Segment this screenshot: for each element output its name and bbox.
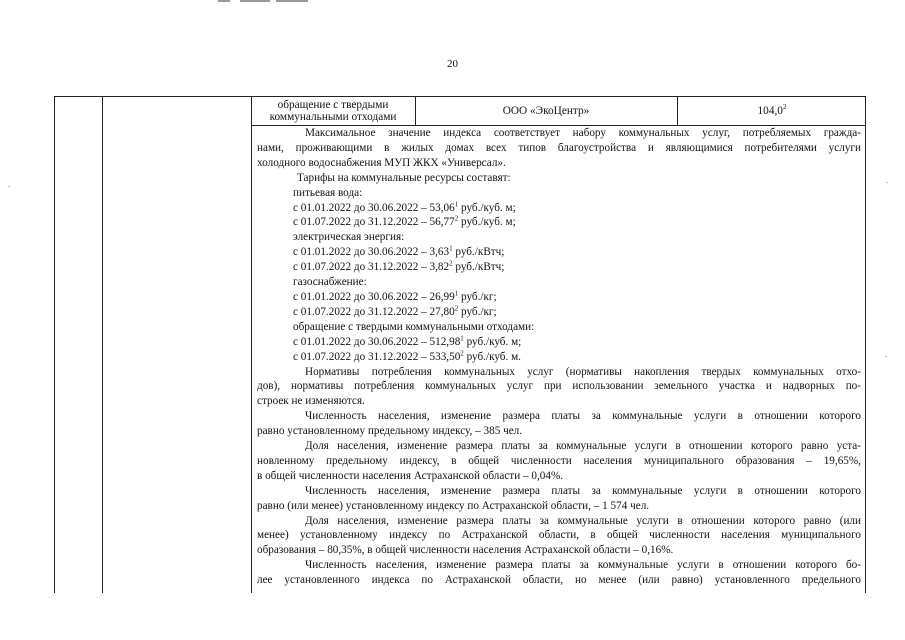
text-line: строек не изменяются. (257, 395, 365, 408)
tariffs-heading: Тарифы на коммунальные ресурсы составят: (297, 171, 511, 184)
text-line: Доля населения, изменение размера платы за коммунальные услуги в отношении которого равно (или (305, 514, 861, 527)
text-line: лее установленного индекса по Астраханской области, но менее (или равно) установленного предельного (257, 574, 861, 587)
scan-speck (885, 356, 887, 357)
tariff-line: с 01.07.2022 до 31.12.2022 – 3,82$^2$ руб./кВтч; (293, 259, 505, 274)
tariff-group-name: электрическая энергия: (293, 231, 405, 244)
provider-name: ООО «ЭкоЦентр» (502, 105, 590, 117)
text-line: Численность населения, изменение размера платы за коммунальные услуги в отношении которого бо- (305, 559, 861, 572)
column-divider (251, 97, 252, 593)
text-line: Численность населения, изменение размера платы за коммунальные услуги в отношении которого (305, 484, 861, 497)
text-line: дов), нормативы потребления коммунальных услуг при использовании земельного участка и надворных по- (257, 380, 861, 393)
column-divider (102, 97, 103, 593)
text-line: Доля населения, изменение размера платы за коммунальные услуги в отношении которого равно уста- (305, 440, 861, 453)
tariff-line: с 01.01.2022 до 30.06.2022 – 3,63$^1$ руб./кВтч; (293, 244, 505, 259)
tariff-line: с 01.07.2022 до 31.12.2022 – 533,50$^2$ руб./куб. м. (293, 348, 521, 363)
index-cell (678, 97, 866, 125)
text-line: новленному предельному индексу, в общей численности населения муниципального образования – 19,65%, (257, 454, 861, 467)
text-line: Максимальное значение индекса соответствует набору коммунальных услуг, потребляемых гражда- (305, 127, 861, 139)
text-line: менее) установленному индексу по Астраханской области, в общей численности населения муниципального (257, 529, 861, 542)
text-line: холодного водоснабжения МУП ЖКХ «Универсал». (257, 156, 506, 169)
provider-cell (416, 97, 676, 125)
text-line: равно установленному предельному индексу, – 385 чел. (257, 425, 523, 438)
text-line: равно (или менее) установленному индексу по Астраханской области, – 1 574 чел. (257, 499, 650, 512)
tariff-line: с 01.01.2022 до 30.06.2022 – 53,06$^1$ руб./куб. м; (293, 199, 516, 214)
tariff-group-name: питьевая вода: (293, 186, 363, 199)
tariff-line: с 01.07.2022 до 31.12.2022 – 27,80$^2$ руб./кг; (293, 304, 497, 318)
tariff-line: с 01.01.2022 до 30.06.2022 – 26,99$^1$ руб./кг; (293, 289, 497, 303)
tariff-line: с 01.07.2022 до 31.12.2022 – 56,77$^2$ руб./куб. м; (293, 214, 516, 229)
document-body (257, 126, 861, 588)
text-line: Численность населения, изменение размера платы за коммунальные услуги в отношении которого (305, 410, 861, 423)
page-number: 20 (447, 58, 458, 70)
text-line: образования – 80,35%, в общей численности населения Астраханской области – 0,16%. (257, 544, 674, 557)
scan-artifact-marks (218, 0, 308, 3)
scan-speck (886, 182, 888, 183)
text-line: в общей численности населения Астраханской области – 0,04%. (257, 469, 564, 482)
text-line: Нормативы потребления коммунальных услуг (нормативы накопления твердых коммунальных отхо- (305, 365, 861, 378)
tariff-group-name: газоснабжение: (293, 276, 367, 289)
text-line: нами, проживающими в жилых домах всех типов благоустройства и являющимися потребителями услуги (257, 141, 861, 154)
tariff-group-name: обращение с твердыми коммунальными отходами: (293, 320, 535, 333)
document-table (54, 96, 866, 593)
service-cell (252, 97, 414, 125)
scan-speck (8, 186, 10, 187)
tariff-line: с 01.01.2022 до 30.06.2022 – 512,98$^1$ руб./куб. м; (293, 333, 522, 348)
index-value: 104,0$^2$ (757, 103, 787, 117)
service-name: обращение с твердыми коммунальными отходами (269, 99, 397, 123)
